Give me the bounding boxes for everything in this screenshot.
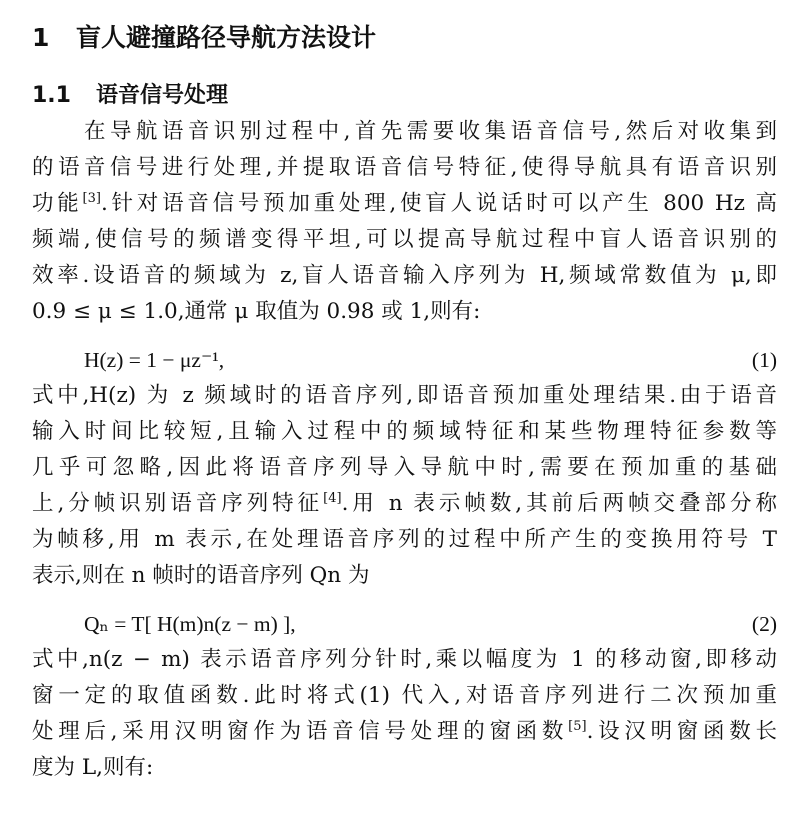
paragraph-line: 在导航语音识别过程中,首先需要收集语音信号,然后对收集到	[84, 119, 777, 144]
section-title: 盲人避撞路径导航方法设计	[76, 23, 377, 52]
citation-ref: [4]	[323, 490, 342, 506]
paragraph-line: 输入时间比较短,且输入过程中的频域特征和某些物理特征参数等	[32, 419, 777, 444]
text-span: 处理后,采用汉明窗作为语音信号处理的窗函数	[32, 719, 569, 744]
text-span: 上,分帧识别语音序列特征	[32, 491, 324, 516]
paragraph-line: 式中,n(z − m) 表示语音序列分针时,乘以幅度为 1 的移动窗,即移动	[32, 647, 777, 672]
citation-ref: [5]	[568, 718, 587, 734]
paragraph-line: 表示,则在 n 帧时的语音序列 Qn 为	[32, 563, 370, 588]
section-heading	[32, 18, 376, 58]
equation-number: (1)	[751, 348, 777, 372]
paragraph-line: 窗一定的取值函数.此时将式(1) 代入,对语音序列进行二次预加重	[32, 683, 777, 708]
paragraph-line	[32, 186, 777, 222]
equation-body: H(z) = 1 − μz⁻¹,	[84, 348, 225, 372]
paragraph-line	[32, 486, 777, 522]
equation-1	[84, 342, 777, 378]
equation-number: (2)	[751, 612, 777, 636]
subsection-title: 语音信号处理	[96, 83, 229, 108]
equation-2	[84, 606, 777, 642]
paragraph-line: 0.9 ≤ μ ≤ 1.0,通常 μ 取值为 0.98 或 1,则有:	[32, 299, 481, 324]
paragraph-line	[32, 714, 777, 750]
paragraph-line: 几乎可忽略,因此将语音序列导入导航中时,需要在预加重的基础	[32, 455, 777, 480]
text-span: .设汉明窗函数长	[586, 719, 777, 744]
paragraph-line: 为帧移,用 m 表示,在处理语音序列的过程中所产生的变换用符号 T	[32, 527, 777, 552]
text-span: .针对语音信号预加重处理,使盲人说话时可以产生 800 Hz 高	[100, 191, 777, 216]
equation-body: Qₙ = T[ H(m)n(z − m) ],	[84, 612, 296, 636]
paragraph-line: 的语音信号进行处理,并提取语音信号特征,使得导航具有语音识别	[32, 155, 777, 180]
paragraph-line: 式中,H(z) 为 z 频域时的语音序列,即语音预加重处理结果.由于语音	[32, 383, 777, 408]
paragraph-line: 效率.设语音的频域为 z,盲人语音输入序列为 H,频域常数值为 μ,即	[32, 263, 777, 288]
text-span: 功能	[32, 191, 83, 216]
section-number: 1	[32, 23, 50, 52]
citation-ref: [3]	[82, 190, 101, 206]
text-span: .用 n 表示帧数,其前后两帧交叠部分称	[341, 491, 777, 516]
subsection-heading	[32, 78, 228, 114]
paragraph-line: 度为 L,则有:	[32, 755, 154, 780]
subsection-number: 1.1	[32, 83, 71, 108]
paragraph-line: 频端,使信号的频谱变得平坦,可以提高导航过程中盲人语音识别的	[32, 227, 777, 252]
